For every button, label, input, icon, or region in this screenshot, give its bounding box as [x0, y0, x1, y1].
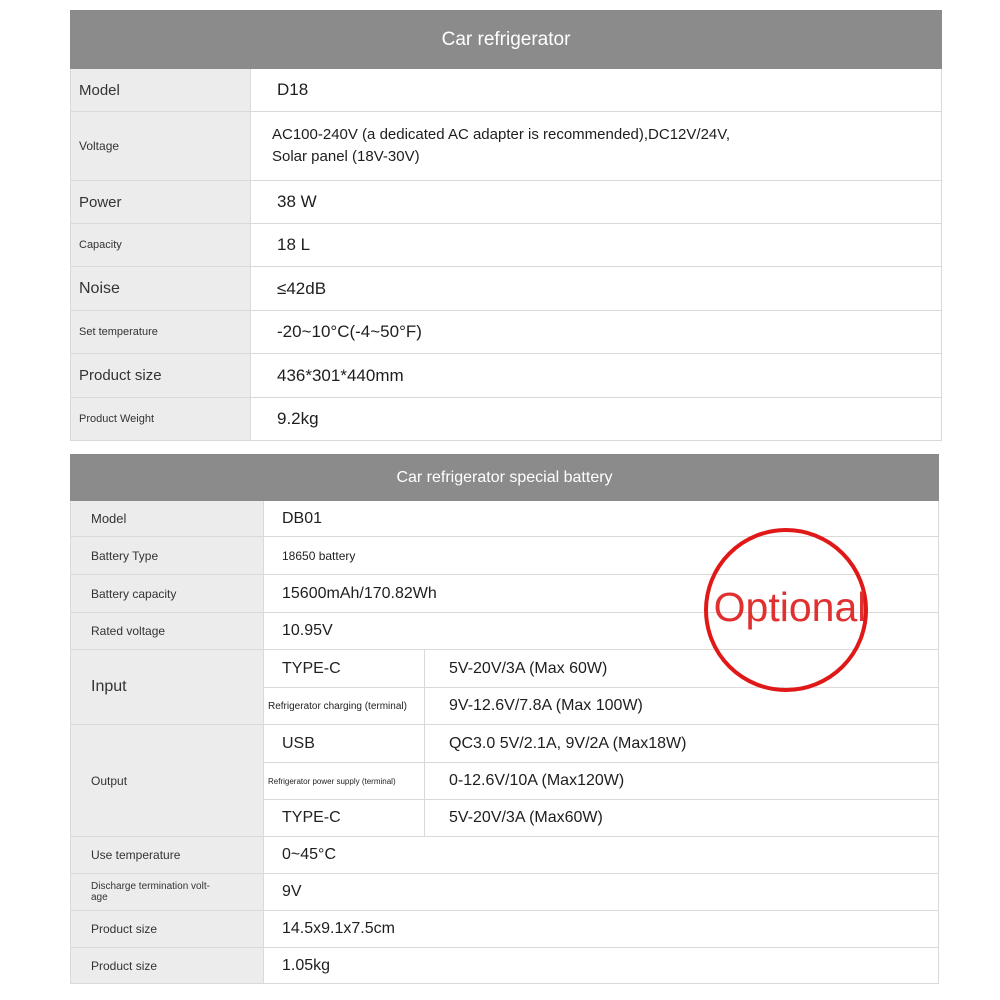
- spec-label: Product size: [71, 948, 264, 984]
- table-row: [71, 112, 942, 181]
- port-name: TYPE-C: [264, 800, 425, 837]
- spec-value: -20~10°C(-4~50°F): [251, 311, 942, 354]
- table-row: [71, 311, 942, 354]
- spec-label: Noise: [71, 267, 251, 311]
- spec-value: [251, 112, 942, 181]
- port-name: Refrigerator charging (terminal): [264, 688, 425, 725]
- spec-label: Battery Type: [71, 537, 264, 575]
- port-name: Refrigerator power supply (terminal): [264, 763, 425, 800]
- port-spec: 5V-20V/3A (Max 60W): [425, 650, 939, 688]
- table-row: [71, 911, 939, 948]
- spec-value: 18650 battery: [264, 537, 939, 575]
- spec-label: Model: [71, 501, 264, 537]
- table-row: [71, 874, 939, 911]
- port-spec: 0-12.6V/10A (Max120W): [425, 763, 939, 800]
- table-row: [71, 267, 942, 311]
- spec-label: Rated voltage: [71, 613, 264, 650]
- spec-value: 38 W: [251, 181, 942, 224]
- spec-value: 436*301*440mm: [251, 354, 942, 398]
- table-row: [71, 948, 939, 984]
- spec-label: Product Weight: [71, 398, 251, 441]
- spec-label: Product size: [71, 911, 264, 948]
- spec-label: Product size: [71, 354, 251, 398]
- input-label: Input: [71, 650, 264, 725]
- spec-value: 9V: [264, 874, 939, 911]
- table-row: [71, 181, 942, 224]
- spec-label: Model: [71, 69, 251, 112]
- spec-value: 15600mAh/170.82Wh: [264, 575, 939, 613]
- table-row: [71, 224, 942, 267]
- spec-value: 18 L: [251, 224, 942, 267]
- table-row: [71, 398, 942, 441]
- table-row: [71, 725, 939, 763]
- spec-label: Use temperature: [71, 837, 264, 874]
- spec-value: ≤42dB: [251, 267, 942, 311]
- spec-value: 9.2kg: [251, 398, 942, 441]
- output-label: Output: [71, 725, 264, 837]
- optional-stamp-text: Optional: [713, 584, 867, 630]
- port-spec: 9V-12.6V/7.8A (Max 100W): [425, 688, 939, 725]
- spec-label: Capacity: [71, 224, 251, 267]
- voltage-line-1: AC100-240V (a dedicated AC adapter is recommended),DC12V/24V,: [272, 126, 731, 143]
- spec-value: 10.95V: [264, 613, 939, 650]
- fridge-table-title: Car refrigerator: [71, 11, 942, 69]
- fridge-spec-table: [70, 10, 942, 441]
- spec-label: Power: [71, 181, 251, 224]
- voltage-line-2: Solar panel (18V-30V): [272, 148, 420, 165]
- spec-label: Set temperature: [71, 311, 251, 354]
- table-row: [71, 837, 939, 874]
- spec-label: Voltage: [71, 112, 251, 181]
- spec-value: 0~45°C: [264, 837, 939, 874]
- port-name: USB: [264, 725, 425, 763]
- battery-table-title: Car refrigerator special battery: [71, 455, 939, 501]
- spec-value: D18: [251, 69, 942, 112]
- port-name: TYPE-C: [264, 650, 425, 688]
- port-spec: QC3.0 5V/2.1A, 9V/2A (Max18W): [425, 725, 939, 763]
- table-row: [71, 69, 942, 112]
- port-spec: 5V-20V/3A (Max60W): [425, 800, 939, 837]
- spec-label: Discharge termination volt-age: [71, 874, 264, 911]
- spec-value: DB01: [264, 501, 939, 537]
- table-row: [71, 354, 942, 398]
- spec-value: 14.5x9.1x7.5cm: [264, 911, 939, 948]
- spec-label: Battery capacity: [71, 575, 264, 613]
- spec-value: 1.05kg: [264, 948, 939, 984]
